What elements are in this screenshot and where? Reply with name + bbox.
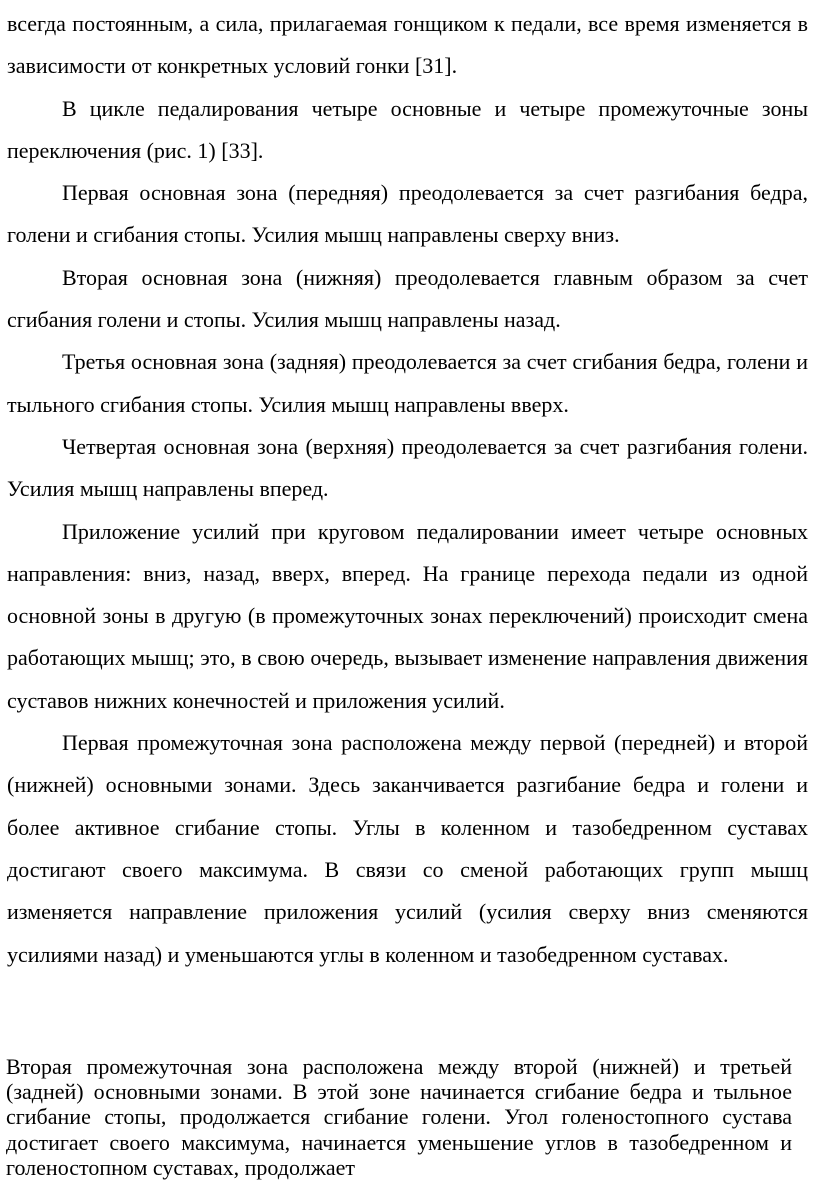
paragraph-third-main-zone: Третья основная зона (задняя) преодолевается за счет сгибания бедра, голени и тыльного сгибания стопы. Усилия мышц направлены вверх. bbox=[7, 349, 808, 417]
paragraph-fourth-main-zone: Четвертая основная зона (верхняя) преодолевается за счет разгибания голени. Усилия мышц направлены вперед. bbox=[7, 433, 808, 502]
paragraph-first-intermediate-zone: Первая промежуточная зона расположена между первой (передней) и второй (нижней) основными зонами. Здесь заканчивается разгибание бедра и голени и более активное сгибание стопы. Углы в коленном и тазобедренном суставах достигают своего максимума. В связи со сменой работающих групп мышц изменяется направление приложения усилий (усилия сверху вниз сменяются усилиями назад) и уменьшаются углы в коленном и тазобедренном суставах. bbox=[7, 730, 808, 967]
paragraph-zones-intro: В цикле педалирования четыре основные и четыре промежуточные зоны переключения (рис. 1) [33]. bbox=[7, 95, 808, 163]
paragraph-second-intermediate-zone: Вторая промежуточная зона расположена между второй (нижней) и третьей (задней) основными зонами. В этой зоне начинается сгибание бедра и тыльное сгибание стопы, продолжается сгибание голени. Угол голеностопного сустава достигает своего максимума, начинается уменьшение углов в тазобедренном и голеностопном суставах, продолжает bbox=[6, 1054, 792, 1180]
paragraph-force-application: Приложение усилий при круговом педалировании имеет четыре основных направления: вниз, назад, вверх, вперед. На границе перехода педали из одной основной зоны в другую (в промежуточных зонах переключений) происходит смена работающих мышц; это, в свою очередь, вызывает изменение направления движения суставов нижних конечностей и приложения усилий. bbox=[7, 518, 808, 713]
paragraph-second-main-zone: Вторая основная зона (нижняя) преодолевается главным образом за счет сгибания голени и стопы. Усилия мышц направлены назад. bbox=[7, 264, 808, 333]
paragraph-continuation: всегда постоянным, а сила, прилагаемая гонщиком к педали, все время изменяется в зависимости от конкретных условий гонки [31]. bbox=[7, 11, 808, 79]
paragraph-first-main-zone: Первая основная зона (передняя) преодолевается за счет разгибания бедра, голени и сгибания стопы. Усилия мышц направлены сверху вниз. bbox=[7, 180, 808, 248]
